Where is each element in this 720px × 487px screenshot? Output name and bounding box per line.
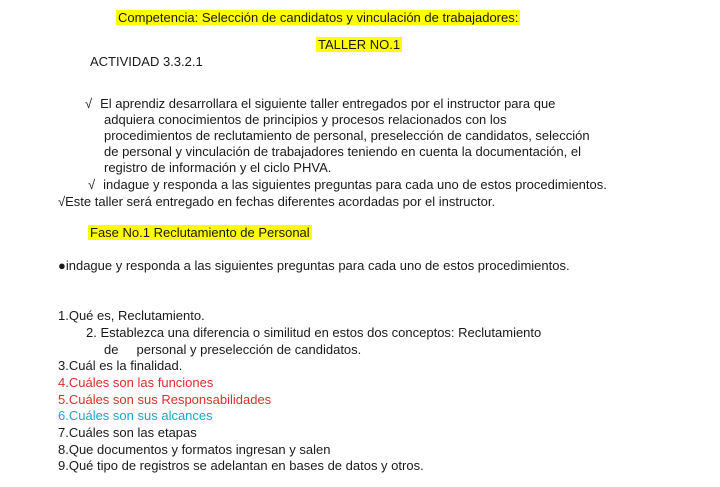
fase-bullet: ●indague y responda a las siguientes preguntas para cada uno de estos procedimientos. — [58, 258, 570, 273]
instruction-text: registro de información y el ciclo PHVA. — [104, 160, 332, 175]
instruction-text: de personal y vinculación de trabajadores teniendo en cuenta la documentación, el — [104, 144, 581, 159]
question-1: 1.Qué es, Reclutamiento. — [58, 308, 205, 323]
taller-text: TALLER NO.1 — [318, 37, 401, 52]
question-2-line-2: de personal y preselección de candidatos. — [104, 342, 362, 357]
actividad-label: ACTIVIDAD 3.3.2.1 — [90, 54, 203, 69]
check-icon: √ — [88, 177, 96, 192]
instruction-text: indague y responda a las siguientes preguntas para cada uno de estos procedimientos. — [103, 177, 607, 192]
competencia-text: Competencia: Selección de candidatos y vinculación de trabajadores: — [118, 10, 519, 25]
question-5: 5.Cuáles son sus Responsabilidades — [58, 392, 272, 407]
instruction-text: procedimientos de reclutamiento de personal, preselección de candidatos, selección — [104, 128, 590, 143]
competencia-heading — [116, 10, 520, 26]
question-9: 9.Qué tipo de registros se adelantan en bases de datos y otros. — [58, 458, 424, 473]
instruction-text: adquiera conocimientos de principios y procesos relacionados con los — [104, 112, 507, 127]
question-8: 8.Que documentos y formatos ingresan y salen — [58, 442, 331, 457]
taller-heading — [316, 37, 402, 53]
fase-title: Fase No.1 Reclutamiento de Personal — [90, 225, 310, 240]
instruction-item-3: √Este taller será entregado en fechas diferentes acordadas por el instructor. — [58, 194, 496, 209]
instruction-text: El aprendiz desarrollara el siguiente taller entregados por el instructor para que — [100, 96, 556, 111]
question-4: 4.Cuáles son las funciones — [58, 375, 214, 390]
check-icon: √ — [85, 96, 93, 111]
instruction-item-2 — [88, 177, 607, 193]
question-6: 6.Cuáles son sus alcances — [58, 408, 213, 423]
fase-heading — [88, 225, 312, 241]
question-7: 7.Cuáles son las etapas — [58, 425, 197, 440]
question-2-line-1: 2. Establezca una diferencia o similitud en estos dos conceptos: Reclutamiento — [86, 325, 542, 340]
question-3: 3.Cuál es la finalidad. — [58, 358, 183, 373]
instruction-item-1 — [85, 96, 555, 112]
